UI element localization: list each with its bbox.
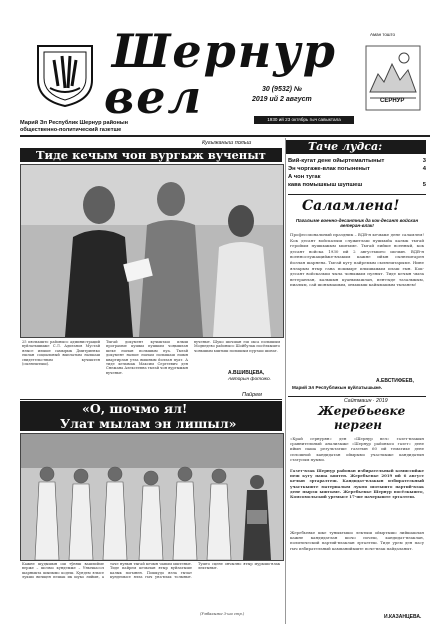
- toc-item[interactable]: Эн чоргаже-влак погыненыт 4: [288, 166, 426, 172]
- subtitle: [20, 120, 128, 134]
- toc-item[interactable]: А чон тугак: [288, 174, 321, 180]
- founded-banner: 1930 ий 23 октябрь гыч савыктала: [254, 116, 354, 124]
- toc-title-bar: [286, 140, 426, 154]
- issue-date: 2019 ий 2 август: [252, 96, 312, 103]
- toc-item[interactable]: Вий-кугат дене ойыртемалтыныт 3: [288, 158, 426, 164]
- article1-caption-left: 25 июльышто районысо администраций вуйлатышыже С.Л. Адиганов Мустай ялысе илыше самырык Дмитриенко ешлан социальный выплатым налшаш свидетельствым кучыктен (сылнештыш).: [22, 340, 100, 367]
- article1-headline: Тиде кечым чон вургыж вученыт: [36, 148, 266, 162]
- article4-rubric: Сайтмашн · 2019: [344, 398, 388, 404]
- article3-body: Профессиональный праздник – ВДВ-н кечыже дене саламлем! Кок десант войсказыш служитлаш пушкыйа калык тыгай геройым пушкыжым ыштыме. Тыгай лийше военный, кок десант войска 1930 ий 2 августышто шочын. ВДВ-н военнослужащийже-влакым кажне ийын сылнештарен йоллан шарнена. Тыгай кугу пайремым сылнештарыме. Нине ялларым ятыр гана пошкырт илышыжым илаш гын. Кок-десант войсказыш чыла чоныжым пуэныт. Тиде кечын чыла ветеранлан, калыкын куанымашлан, пеҥгыде тазалыкым, пиалым, сай шонымашым, оньыкыш кайымашым тыланем!: [290, 232, 424, 288]
- masthead-title-line1: Шернур: [112, 24, 337, 78]
- article2-headline-line2: Улат мылам эн лишыл»: [60, 416, 237, 431]
- article1-rubric: Кугыжаныш польш: [202, 140, 252, 146]
- article2-headline-line1: «О, шочмо ял!: [82, 401, 188, 416]
- toc-title: Тачe лудса:: [308, 140, 383, 153]
- article4-body2: Газет-влак Шернур районан избирательный комиссийже пеш кугу паша ыштен. Жеребьевке 2019 ий 6 август кечын эртаралтеш. Кандидат-влакын избирательный участкыште материалым лукмо шотышто партий-влак дене пырля ыштыме. Жеребьевке Шернур посёлкыштo, Комсомольский уремысе 17-ше пачерыште эрталтеш.: [290, 468, 424, 500]
- article1-photo: [20, 164, 284, 338]
- article4-body1: «Край сернурян» ден «Шернур вел» газет-влакын сравнительный анализыже «Шернур районысо газет» дене ийын паша результатше газетын 60 ий тематике дене сплошной кандидатан ойырымо участкыже кандидатын статусым пуымо.: [290, 436, 424, 462]
- article4-top-rule: [288, 396, 426, 397]
- article2-divider: [20, 399, 282, 400]
- article4-headline-line1: Жеребьевке: [318, 404, 406, 418]
- article3-author-title: Марий Эл Республикын вуйлатышыже.: [292, 385, 383, 390]
- subtitle-line2: общественно-политический газетше: [20, 127, 122, 133]
- toc-item[interactable]: кава помышкыш шупшеш 5: [288, 182, 426, 188]
- seal-label: СЕРНУР: [380, 98, 405, 104]
- article4-body3: Жеребьевке шке туныктышо лектыш ойыртышо лийшашлан кажне кандидатлан шочо почеш, кандидат-влаклан, политический партий-влаклан эрталтеш. Тиде урем ден пасу гыч избирательный кампанийыште поче-влак пайдаланыт.: [290, 530, 424, 551]
- article3-headline: Саламлена!: [302, 198, 400, 214]
- article1-caption-mid: Тыгай документ кучыкташ илыш программе кушкы пушкым чоңышлан шеке ешлан полышым пуа. Тыгай документ налше ешлам полышаш ешын квартирлан утла вышным йоллан пуат. А тиде кечымак Максим Сергеевич ден Снежана Алексеевна тыгай чон вургыжын вученыт.: [106, 340, 188, 375]
- masthead-title: [104, 24, 354, 124]
- article3-author: А.ЕВСТИФЕЕВ,: [376, 378, 414, 384]
- article3-top-rule: [288, 194, 426, 195]
- article4-headline: [318, 404, 406, 432]
- article2-continued: (Умбакыже 3-шо стр.): [200, 612, 245, 616]
- article1-author: А.ВШИВЦЕВА,: [228, 370, 265, 376]
- masthead-top-note: Аман тошто: [370, 32, 395, 37]
- article1-headline-bar: [20, 148, 282, 162]
- article2-photo: [20, 433, 284, 561]
- article3-subhead: Пагалыме военно-десантник да кок-десант войскан ветеран-влак!: [295, 218, 419, 229]
- article4-author: И.КАЗАНЦЕВА.: [384, 614, 422, 620]
- column-separator: [285, 138, 286, 624]
- article1-photo-credit: Авторын фотожо.: [228, 377, 271, 382]
- coat-of-arms-icon: [34, 42, 96, 108]
- article2-headline-bar: [20, 401, 282, 431]
- article1-rubric2: Пайрем: [242, 392, 262, 398]
- issue-number: 30 (9532) №: [262, 86, 302, 93]
- subtitle-line1: Марий Эл Республик Шернур районын: [20, 120, 128, 126]
- article2-caption: Кажне шудышын ош тўняш вашлиймe верже – шочмо кундемже – Унычкасол шарныкта шыпымо кодеш. Кундем ялысе лукшо вичщен пешак ик шуко лийын, а тачe нунын тыгай кечын чапым ыштеныт. Тиде пайрем кечылан ятыр вуйлатыше калык погынен. Пошкудо ялла гычат кундемысе ялла гыч уна-влак толыныт. Тушто сцене ончылно ятыр мурышо-влак лектыныт.: [22, 562, 280, 580]
- article4-headline-line2: нерген: [334, 418, 382, 432]
- article1-caption-right: вученыт. Шуко шочшан еш окса полышым Модведево районысо Шойбулак посёлкышто чонышым ыштыш полышым пурташ шонат.: [194, 340, 280, 353]
- header-divider: [20, 135, 430, 137]
- masthead-title-line2: вел: [104, 70, 204, 124]
- toc-list: [288, 157, 426, 189]
